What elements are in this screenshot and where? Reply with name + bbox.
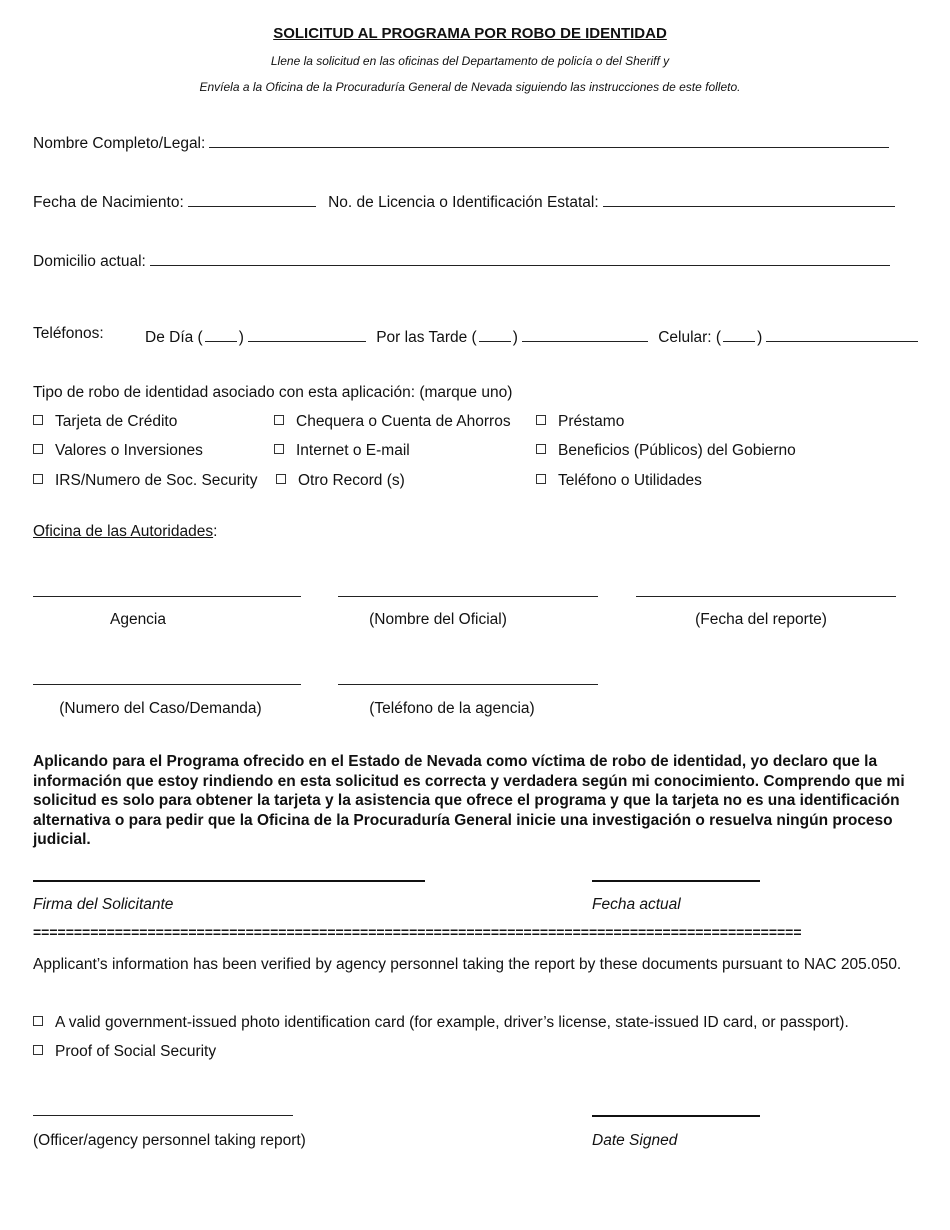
verification-photo-id[interactable]: A valid government-issued photo identification card (for example, driver’s license, state-issued ID card, or passport). <box>33 1014 849 1032</box>
agency-phone-caption: (Teléfono de la agencia) <box>369 700 535 717</box>
checkbox-icon[interactable] <box>276 474 286 484</box>
cell-phone-field[interactable] <box>766 325 918 342</box>
dob-row <box>33 190 895 212</box>
theft-option-loan[interactable]: Préstamo <box>536 413 624 431</box>
theft-option-checking[interactable]: Chequera o Cuenta de Ahorros <box>274 413 511 431</box>
date-signed-label: Date Signed <box>592 1132 678 1149</box>
officer-name-field[interactable] <box>338 596 598 597</box>
name-row <box>33 131 889 153</box>
officer-signature-field[interactable] <box>33 1115 293 1116</box>
checkbox-icon[interactable] <box>33 444 43 454</box>
theft-option-credit-card[interactable]: Tarjeta de Crédito <box>33 413 177 431</box>
name-label: Nombre Completo/Legal: <box>33 135 206 152</box>
evening-area-code-field[interactable] <box>479 325 511 342</box>
form-title: SOLICITUD AL PROGRAMA POR ROBO DE IDENTIDAD <box>273 25 667 42</box>
paren-close: ) <box>512 329 518 346</box>
authorities-heading: Oficina de las Autoridades: <box>33 523 218 540</box>
paren-close: ) <box>757 329 763 346</box>
verification-statement: Applicant’s information has been verified by agency personnel taking the report by these documents pursuant to NAC 205.050. <box>33 956 902 973</box>
checkbox-icon[interactable] <box>33 1016 43 1026</box>
address-row <box>33 249 890 271</box>
cell-area-code-field[interactable] <box>723 325 755 342</box>
address-field[interactable] <box>150 249 890 266</box>
theft-option-irs[interactable]: IRS/Numero de Soc. Security <box>33 472 257 490</box>
checkbox-icon[interactable] <box>274 444 284 454</box>
evening-phone-label: Por las Tarde ( <box>376 329 477 346</box>
applicant-signature-label: Firma del Solicitante <box>33 896 174 913</box>
agency-field[interactable] <box>33 596 301 597</box>
name-field[interactable] <box>209 131 889 148</box>
cell-phone-label: Celular: ( <box>658 329 722 346</box>
theft-question: Tipo de robo de identidad asociado con esta aplicación: (marque uno) <box>33 384 513 401</box>
case-number-field[interactable] <box>33 684 301 685</box>
report-date-field[interactable] <box>636 596 896 597</box>
report-date-caption: (Fecha del reporte) <box>695 611 827 628</box>
separator-line: ============================================================================================== <box>33 924 802 940</box>
dob-field[interactable] <box>188 190 316 207</box>
officer-name-caption: (Nombre del Oficial) <box>369 611 507 628</box>
declaration-text: Aplicando para el Programa ofrecido en el Estado de Nevada como víctima de robo de identidad, yo declaro que la información que estoy rindiendo en esta solicitud es correcta y verdadera según mi conocimiento. Comprendo que mi solicitud es solo para obtener la tarjeta y la asistencia que ofrece el programa y que la tarjeta no es una identificación alternativa o para pedir que la Oficina de la Procuraduría General inicie una investigación o resuelva ningún proceso judicial. <box>33 753 905 848</box>
dob-label: Fecha de Nacimiento: <box>33 194 184 211</box>
theft-option-internet[interactable]: Internet o E-mail <box>274 442 410 460</box>
phones-row <box>145 325 918 347</box>
license-label: No. de Licencia o Identificación Estatal: <box>328 194 599 211</box>
form-subtitle-2: Envíela a la Oficina de la Procuraduría General de Nevada siguiendo las instrucciones de este folleto. <box>199 80 741 94</box>
date-signed-field[interactable] <box>592 1115 760 1117</box>
form-subtitle-1: Llene la solicitud en las oficinas del Departamento de policía o del Sheriff y <box>270 54 670 68</box>
evening-phone-field[interactable] <box>522 325 648 342</box>
address-label: Domicilio actual: <box>33 253 146 270</box>
agency-phone-field[interactable] <box>338 684 598 685</box>
day-area-code-field[interactable] <box>205 325 237 342</box>
current-date-label: Fecha actual <box>592 896 681 913</box>
checkbox-icon[interactable] <box>536 444 546 454</box>
day-phone-label: De Día ( <box>145 329 203 346</box>
theft-option-benefits[interactable]: Beneficios (Públicos) del Gobierno <box>536 442 796 460</box>
checkbox-icon[interactable] <box>33 415 43 425</box>
checkbox-icon[interactable] <box>274 415 284 425</box>
checkbox-icon[interactable] <box>33 474 43 484</box>
paren-close: ) <box>238 329 244 346</box>
phones-label: Teléfonos: <box>33 325 104 342</box>
checkbox-icon[interactable] <box>33 1045 43 1055</box>
theft-option-securities[interactable]: Valores o Inversiones <box>33 442 203 460</box>
verification-social-security[interactable]: Proof of Social Security <box>33 1043 216 1061</box>
theft-option-phone[interactable]: Teléfono o Utilidades <box>536 472 702 490</box>
officer-label: (Officer/agency personnel taking report) <box>33 1132 306 1149</box>
current-date-field[interactable] <box>592 880 760 882</box>
checkbox-icon[interactable] <box>536 415 546 425</box>
agency-caption: Agencia <box>109 611 166 628</box>
license-field[interactable] <box>603 190 895 207</box>
checkbox-icon[interactable] <box>536 474 546 484</box>
day-phone-field[interactable] <box>248 325 366 342</box>
case-number-caption: (Numero del Caso/Demanda) <box>59 700 262 717</box>
theft-option-other[interactable]: Otro Record (s) <box>276 472 405 490</box>
applicant-signature-field[interactable] <box>33 880 425 882</box>
